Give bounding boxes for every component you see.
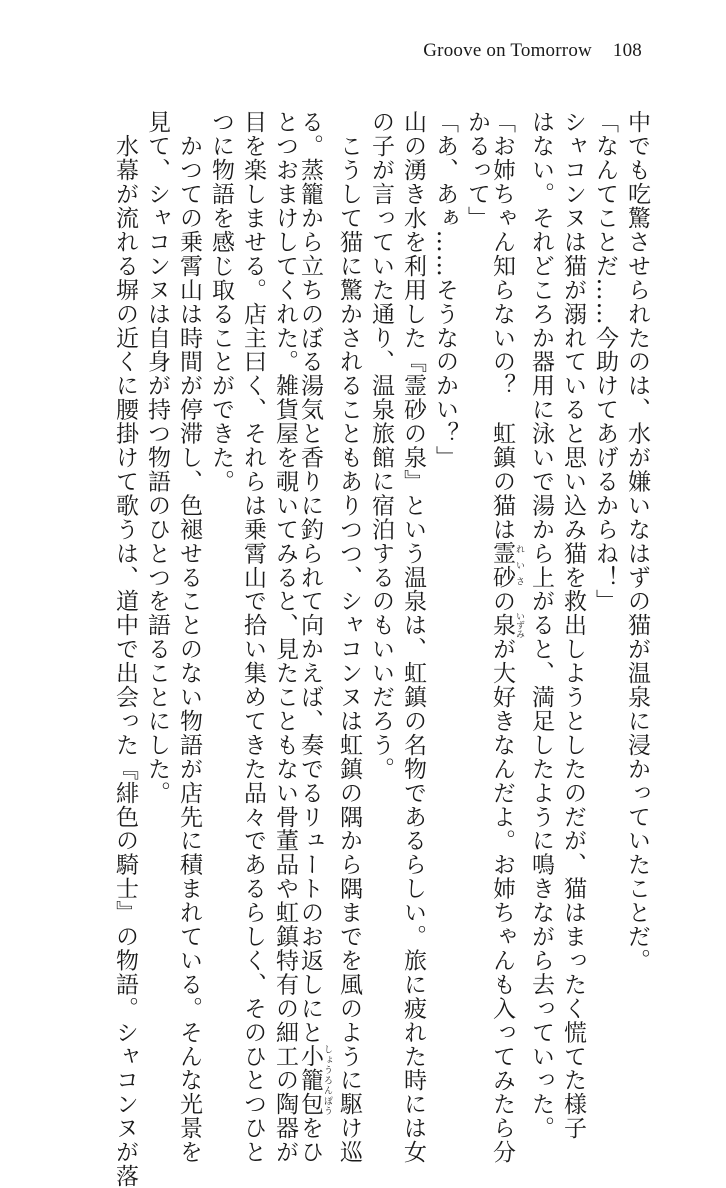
text-line: 「あ、あぁ……そうなのかい？」	[432, 110, 458, 470]
text-line: 中でも吃驚させられたのは、水が嫌いなはずの猫が温泉に浸かっていたことだ。	[624, 110, 650, 973]
text-line: 見て、シャコンヌは自身が持つ物語のひとつを語ることにした。	[144, 110, 170, 805]
text-line: る。蒸籠から立ちのぼる湯気と香りに釣られて向かえば、奏でるリュートのお返しにと小籠包 しょうろんぽうをひ	[297, 110, 332, 1164]
ruby-izumi: 泉 いずみ	[489, 611, 524, 639]
page-number: 108	[612, 40, 642, 61]
ruby-reisa: 霊砂 れいさ	[489, 541, 524, 590]
text-line: 水幕が流れる塀の近くに腰掛けて歌うは、道中で出会った『緋色の騎士』の物語。シャコンヌが落	[112, 110, 138, 1188]
text-line: こうして猫に驚かされることもありつつ、シャコンヌは虹鎮の隅から隅までを風のように駆け巡	[336, 110, 362, 1164]
book-title: Groove on Tomorrow	[423, 40, 592, 61]
vertical-body-text	[0, 110, 726, 1188]
ruby-shouronpou: 小籠包 しょうろんぽう	[297, 1044, 332, 1116]
text-line: 目を楽しませる。店主曰く、それらは乗霄山で拾い集めてきた品々であるらしく、そのひとつひと	[240, 110, 266, 1164]
running-header	[423, 40, 642, 62]
text-line: はない。それどころか器用に泳いで湯から上がると、満足したように鳴きながら去っていった。	[528, 110, 554, 1140]
text-line: シャコンヌは猫が溺れていると思い込み猫を救出しようとしたのだが、猫はまったく慌てた様子	[560, 110, 586, 1140]
text-line: 山の湧き水を利用した『霊砂の泉』という温泉は、虹鎮の名物であるらしい。旅に疲れた時には女	[400, 110, 426, 1164]
text-line: かつての乗霄山は時間が停滞し、色褪せることのない物語が店先に積まれている。そんな光景を	[176, 110, 202, 1164]
text-line: 「お姉ちゃん知らないの？ 虹鎮の猫は霊砂 れいさの泉 いずみが大好きなんだよ。お姉ちゃんも入ってみたら分	[489, 110, 524, 1164]
text-line: つに物語を感じ取ることができた。	[208, 110, 234, 494]
text-line: とつおまけしてくれた。雑貨屋を覗いてみると、見たこともない骨董品や虹鎮特有の細工の陶器が	[272, 110, 298, 1164]
text-line: の子が言っていた通り、温泉旅館に宿泊するのもいいだろう。	[368, 110, 394, 781]
text-line: 「なんてことだ……今助けてあげるからね！」	[592, 110, 618, 613]
text-line: かるって」	[464, 110, 490, 230]
